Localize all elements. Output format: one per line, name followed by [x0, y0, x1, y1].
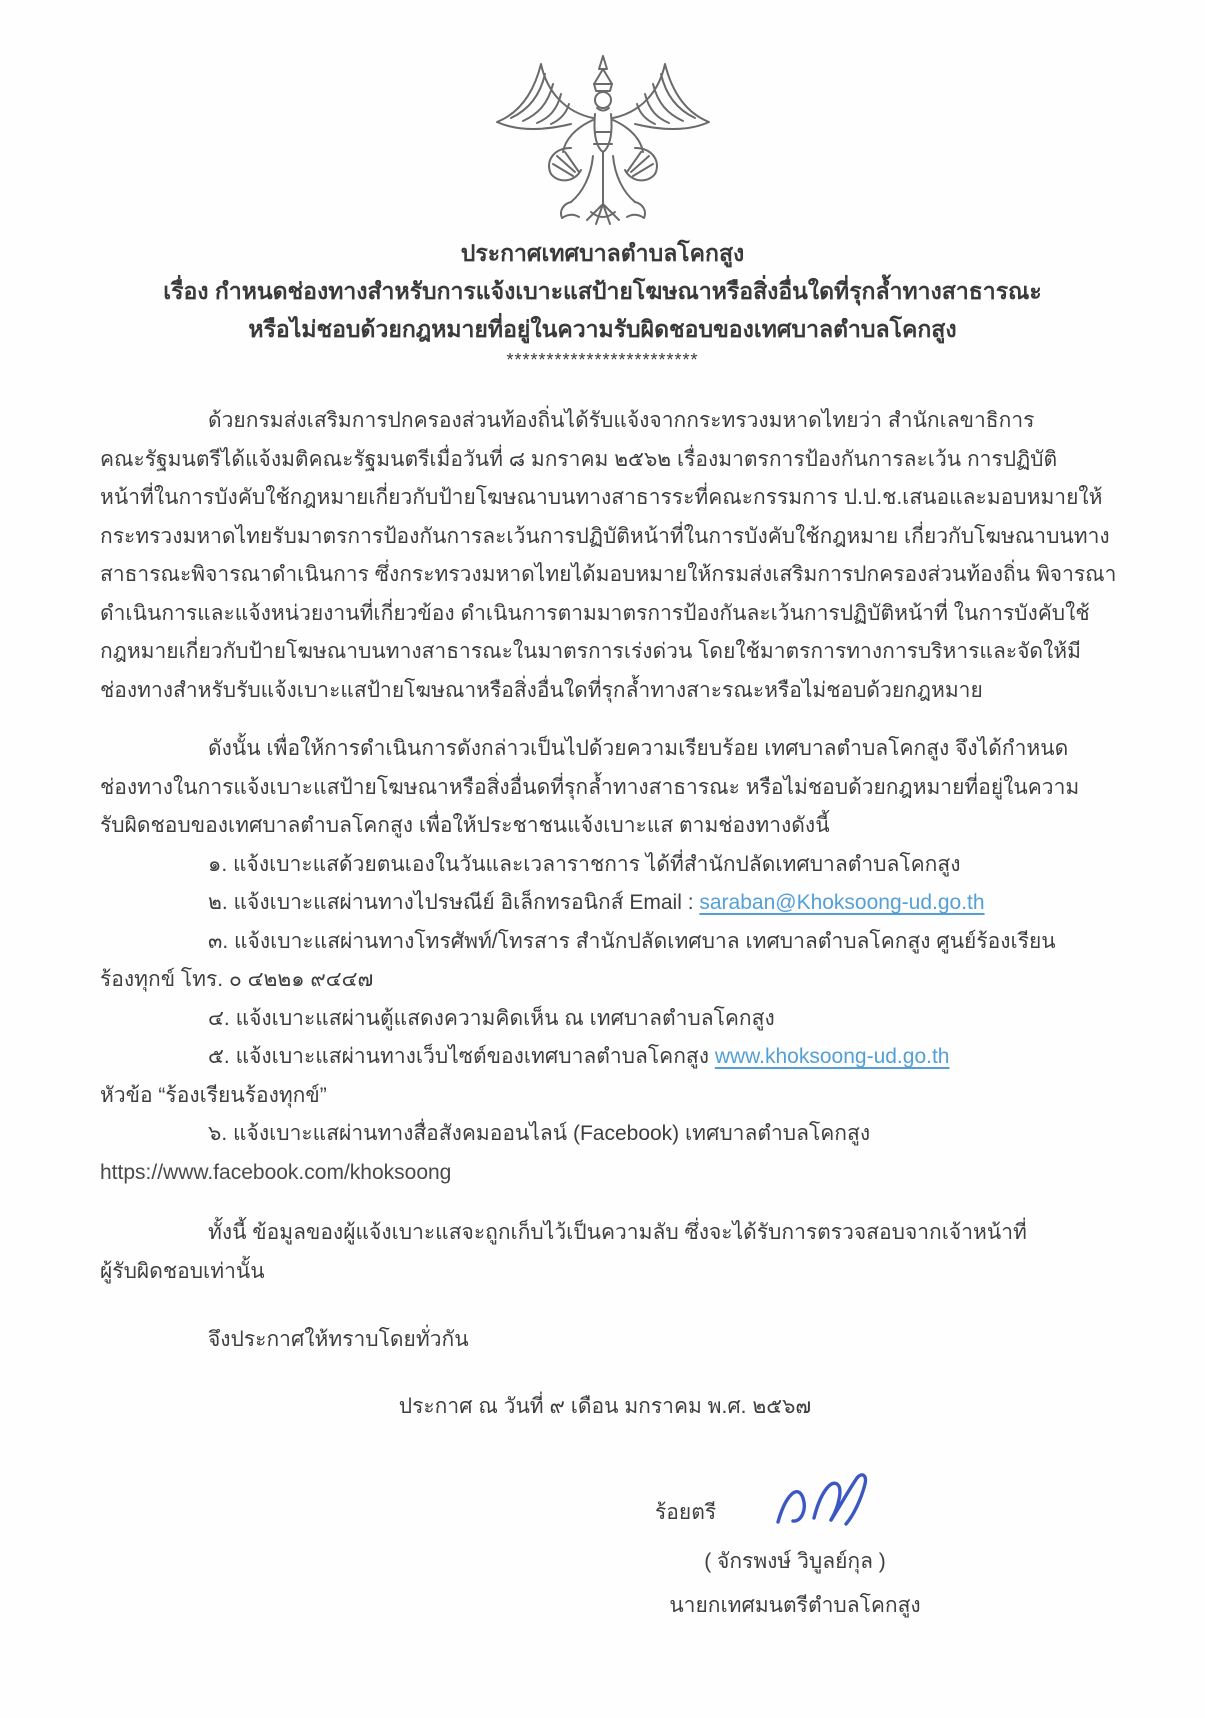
- text-line: รับผิดชอบของเทศบาลตำบลโคกสูง เพื่อให้ประชาชนแจ้งเบาะแส ตามช่องทางดังนี้: [100, 814, 830, 837]
- signer-position: นายกเทศมนตรีตำบลโคกสูง: [669, 1594, 921, 1617]
- channel-item-3-continued: ร้องทุกข์ โทร. ๐ ๔๒๒๑ ๙๔๔๗: [100, 968, 374, 991]
- channel-item-3: ๓. แจ้งเบาะแสผ่านทางโทรศัพท์/โทรสาร สำนักปลัดเทศบาล เทศบาลตำบลโคกสูง ศูนย์ร้องเรียน: [208, 929, 1056, 953]
- signature-row: [560, 1470, 1030, 1540]
- text-line: ผู้รับผิดชอบเท่านั้น: [100, 1259, 265, 1283]
- text-line: ดังนั้น เพื่อให้การดำเนินการดังกล่าวเป็นไปด้วยความเรียบร้อย เทศบาลตำบลโคกสูง จึงได้กำหนด: [208, 737, 1069, 760]
- text-line: ด้วยกรมส่งเสริมการปกครองส่วนท้องถิ่นได้รับแจ้งจากกระทรวงมหาดไทยว่า สำนักเลขาธิการ: [208, 409, 1035, 432]
- website-link[interactable]: www.khoksoong-ud.go.th: [714, 1045, 950, 1068]
- paragraph-2: [100, 730, 1110, 846]
- text-line: สาธารณะพิจารณาดำเนินการ ซึ่งกระทรวงมหาดไทยได้มอบหมายให้กรมส่งเสริมการปกครองส่วนท้องถิ่น พิจารณา: [100, 563, 1117, 586]
- signature-block: [560, 1470, 1030, 1626]
- document-body: [100, 402, 1117, 1626]
- channel-item-6: ๖. แจ้งเบาะแสผ่านทางสื่อสังคมออนไลน์ (Facebook) เทศบาลตำบลโคกสูง: [208, 1122, 871, 1145]
- channel-item-2: [100, 884, 1110, 923]
- text-line: ดำเนินการและแจ้งหน่วยงานที่เกี่ยวข้อง ดำเนินการตามมาตรการป้องกันละเว้นการปฏิบัติหน้าที่ ในการบังคับใช้: [100, 601, 1090, 625]
- channel-list: [100, 846, 1110, 1193]
- asterisk-divider: ************************: [506, 350, 699, 370]
- channel-item-1: ๑. แจ้งเบาะแสด้วยตนเองในวันและเวลาราชการ ได้ที่สำนักปลัดเทศบาลตำบลโคกสูง: [208, 852, 961, 876]
- signer-rank: ร้อยตรี: [655, 1501, 717, 1524]
- garuda-emblem-icon: [453, 52, 753, 230]
- facebook-url: https://www.facebook.com/khoksoong: [100, 1160, 452, 1184]
- announcement-title: ประกาศเทศบาลตำบลโคกสูง: [460, 240, 745, 266]
- text-line: กฎหมายเกี่ยวกับป้ายโฆษณาบนทางสาธารณะในมาตรการเร่งด่วน โดยใช้มาตรการทางการบริหารและจัดให้มี: [100, 640, 1081, 663]
- subject-line-2: หรือไม่ชอบด้วยกฎหมายที่อยู่ในความรับผิดชอบของเทศบาลตำบลโคกสูง: [248, 316, 957, 342]
- channel-item-2-text: ๒. แจ้งเบาะแสผ่านทางไปรษณีย์ อิเล็กทรอนิกส์ Email :: [208, 891, 700, 914]
- signer-name: ( จักรพงษ์ วิบูลย์กุล ): [704, 1550, 886, 1573]
- paragraph-3: [100, 1214, 1110, 1291]
- announcement-date: ประกาศ ณ วันที่ ๙ เดือน มกราคม พ.ศ. ๒๕๖๗: [398, 1394, 812, 1418]
- text-line: ช่องทางสำหรับรับแจ้งเบาะแสป้ายโฆษณาหรือสิ่งอื่นใดที่รุกล้ำทางสาะรณะหรือไม่ชอบด้วยกฎหมาย: [100, 678, 983, 702]
- text-line: ช่องทางในการแจ้งเบาะแสป้ายโฆษณาหรือสิ่งอื่นดที่รุกล้ำทางสาธารณะ หรือไม่ชอบด้วยกฎหมายที่อยู่ในความ: [100, 775, 1080, 799]
- closing-statement: จึงประกาศให้ทราบโดยทั่วกัน: [208, 1328, 469, 1351]
- text-line: กระทรวงมหาดไทยรับมาตรการป้องกันการละเว้นการปฏิบัติหน้าที่ในการบังคับใช้กฎหมาย เกี่ยวกับโฆษณาบนทาง: [100, 524, 1110, 548]
- channel-item-5-continued: หัวข้อ “ร้องเรียนร้องทุกข์”: [100, 1083, 327, 1107]
- handwritten-signature-icon: [770, 1470, 900, 1540]
- channel-item-4: ๔. แจ้งเบาะแสผ่านตู้แสดงความคิดเห็น ณ เทศบาลตำบลโคกสูง: [208, 1006, 775, 1030]
- email-link[interactable]: saraban@Khoksoong-ud.go.th: [699, 891, 985, 914]
- title-block: [0, 234, 1205, 348]
- text-line: ทั้งนี้ ข้อมูลของผู้แจ้งเบาะแสจะถูกเก็บไว้เป็นความลับ ซึ่งจะได้รับการตรวจสอบจากเจ้าหน้าที่: [208, 1221, 1027, 1244]
- paragraph-1: [100, 402, 1117, 710]
- text-line: คณะรัฐมนตรีได้แจ้งมติคณะรัฐมนตรีเมื่อวันที่ ๘ มกราคม ๒๕๖๒ เรื่องมาตรการป้องกันการละเว้น การปฏิบัติ: [100, 447, 1058, 471]
- subject-line-1: เรื่อง กำหนดช่องทางสำหรับการแจ้งเบาะแสป้ายโฆษณาหรือสิ่งอื่นใดที่รุกล้ำทางสาธารณะ: [163, 278, 1042, 304]
- channel-item-5: [100, 1038, 1110, 1077]
- emblem-container: [453, 52, 753, 230]
- text-line: หน้าที่ในการบังคับใช้กฎหมายเกี่ยวกับป้ายโฆษณาบนทางสาธารระที่คณะกรรมการ ป.ป.ช.เสนอและมอบหมายให้: [100, 486, 1103, 509]
- channel-item-5-text: ๕. แจ้งเบาะแสผ่านทางเว็บไซต์ของเทศบาลตำบลโคกสูง: [208, 1045, 715, 1068]
